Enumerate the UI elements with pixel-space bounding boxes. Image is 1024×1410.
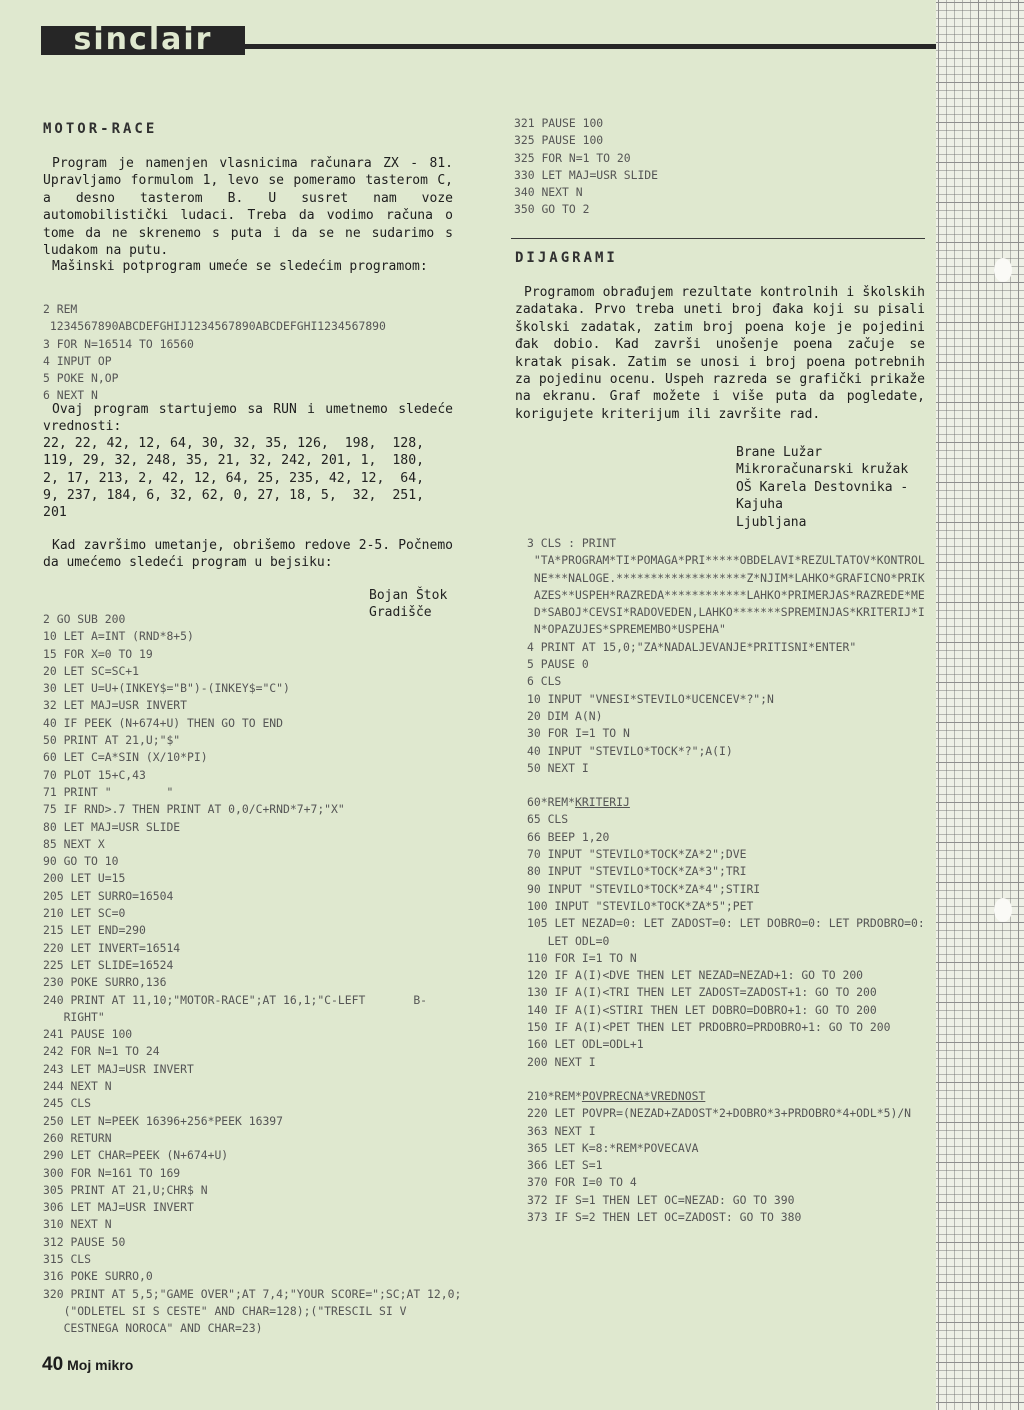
code-line: 306 LET MAJ=USR INVERT xyxy=(43,1200,194,1215)
code-line: 75 IF RND>.7 THEN PRINT AT 0,0/C+RND*7+7;"X" xyxy=(43,802,345,817)
code-line: 6 CLS xyxy=(527,674,562,689)
code-line: 340 NEXT N xyxy=(514,185,583,200)
code-line: 66 BEEP 1,20 xyxy=(527,829,610,844)
code-line: 50 PRINT AT 21,U;"$" xyxy=(43,733,181,748)
code-line: 330 LET MAJ=USR SLIDE xyxy=(514,167,659,182)
code-line: 10 INPUT "VNESI*STEVILO*UCENCEV*?";N xyxy=(527,691,774,706)
code-line: 70 PLOT 15+C,43 xyxy=(43,767,146,782)
code-line: 20 DIM A(N) xyxy=(527,708,603,723)
author-name: Bojan Štok xyxy=(369,588,448,603)
code-line: 325 PAUSE 100 xyxy=(514,133,604,148)
code-line: 215 LET END=290 xyxy=(43,923,146,938)
code-line: 220 LET POVPR=(NEZAD+ZADOST*2+DOBRO*3+PRDOBRO*4+ODL*5)/N xyxy=(527,1106,912,1121)
author-place: Gradišče xyxy=(369,605,432,621)
values-line: 119, 29, 32, 248, 35, 21, 32, 242, 201, 1, 180, xyxy=(43,453,425,469)
author-line: Mikroračunarski kružak xyxy=(736,462,909,478)
code-line: 40 IF PEEK (N+674+U) THEN GO TO END xyxy=(43,715,284,730)
code-line: 200 LET U=15 xyxy=(43,871,126,886)
code-line: 210 LET SC=0 xyxy=(43,906,126,921)
code-line: 4 PRINT AT 15,0;"ZA*NADALJEVANJE*PRITISNI*ENTER" xyxy=(527,639,857,654)
header-rule xyxy=(245,44,936,49)
page-number: 40 xyxy=(42,1354,64,1375)
code-line: 370 FOR I=0 TO 4 xyxy=(527,1175,637,1190)
code-line: 160 LET ODL=ODL+1 xyxy=(527,1037,644,1052)
code-line: 80 INPUT "STEVILO*TOCK*ZA*3";TRI xyxy=(527,864,747,879)
code-line: 2 REM xyxy=(43,302,78,316)
code-line: 15 FOR X=0 TO 19 xyxy=(43,646,153,661)
motor-race-intro: Program je namenjen vlasnicima računara ZX - 81. Upravljamo formulom 1, levo se pomeramo tasterom C, a desno tasterom B. U susret nam voze automobilistički ludaci. Treba da vodimo računa o tome da ne skrenemo s puta i da se ne sudarimo s ludakom na putu. xyxy=(43,156,453,259)
code-line: 373 IF S=2 THEN LET OC=ZADOST: GO TO 380 xyxy=(527,1209,802,1224)
binder-hole xyxy=(994,258,1012,282)
code-line: 316 POKE SURRO,0 xyxy=(43,1269,153,1284)
run-instructions: Ovaj program startujemo sa RUN i umetnemo sledeće vrednosti: xyxy=(43,402,453,435)
code-line: 244 NEXT N xyxy=(43,1079,112,1094)
code-line: 1234567890ABCDEFGHIJ1234567890ABCDEFGHI1234567890 xyxy=(43,319,386,334)
code-line: 350 GO TO 2 xyxy=(514,202,590,217)
code-line: 110 FOR I=1 TO N xyxy=(527,950,637,965)
code-line: 3 CLS : PRINT "TA*PROGRAM*TI*POMAGA*PRI*****OBDELAVI*REZULTATOV*KONTROLNE***NALOGE.*******************Z*NJIM*LAHKO*GRAFICNO*PRIKAZES**USPEH*RAZREDA************LAHKO*PRIMERJAS*RAZREDE*MED*SABOJ*CEVSI*RADOVEDEN,LAHKO*******SPREMINJAS*KRITERIJ*IN*OPAZUJES*SPREMEMBO*USPEHA" xyxy=(527,536,925,637)
code-line: 71 PRINT " " xyxy=(43,784,174,799)
code-line: 312 PAUSE 50 xyxy=(43,1234,126,1249)
code-line: 80 LET MAJ=USR SLIDE xyxy=(43,819,181,834)
code-line: 260 RETURN xyxy=(43,1130,112,1145)
code-line: 241 PAUSE 100 xyxy=(43,1027,133,1042)
author-line: OŠ Karela Destovnika - xyxy=(736,479,909,495)
loader-listing xyxy=(43,301,503,405)
code-line: 90 GO TO 10 xyxy=(43,854,119,869)
code-line: 320 PRINT AT 5,5;"GAME OVER";AT 7,4;"YOUR SCORE=";SC;AT 12,0;("ODLETEL SI S CESTE" AND CHAR=128);("TRESCIL SI V CESTNEGA NOROCA" AND CHAR=23) xyxy=(43,1286,462,1336)
code-line: 90 INPUT "STEVILO*TOCK*ZA*4";STIRI xyxy=(527,881,761,896)
code-line: 290 LET CHAR=PEEK (N+674+U) xyxy=(43,1148,229,1163)
code-line: 40 INPUT "STEVILO*TOCK*?";A(I) xyxy=(527,743,733,758)
code-line: 315 CLS xyxy=(43,1251,92,1266)
sinclair-logo: sinclair xyxy=(41,26,245,55)
code-line: 100 INPUT "STEVILO*TOCK*ZA*5";PET xyxy=(527,898,754,913)
code-line: 321 PAUSE 100 xyxy=(514,116,604,130)
code-line: 243 LET MAJ=USR INVERT xyxy=(43,1061,194,1076)
page-footer xyxy=(42,1354,133,1376)
author-line: Ljubljana xyxy=(736,514,807,530)
dijagrami-intro: Programom obrađujem rezultate kontrolnih i školskih zadataka. Prvo treba uneti broj đaka koji su pisali školski zadatak, zatim broj poena koje je pojedini đak dobio. Kad završi unošenje poena začuje se kratak pisak. Zatim se unosi i broj poena potrebnih za pojedinu ocenu. Uspeh razreda se grafički prikaže na ekranu. Graf možete i više puta da pogledate, korigujete kriterijum ili završite rad. xyxy=(515,285,925,422)
code-line: 250 LET N=PEEK 16396+256*PEEK 16397 xyxy=(43,1113,284,1128)
code-line-210: 210 *REM* POVPRECNA*VREDNOST xyxy=(527,1088,927,1105)
values-line: 9, 237, 184, 6, 32, 62, 0, 27, 18, 5, 32, 251, xyxy=(43,487,425,503)
code-line: 4 INPUT OP xyxy=(43,353,112,368)
code-line: 6 NEXT N xyxy=(43,388,98,403)
after-insert-text: Kad završimo umetanje, obrišemo redove 2-5. Počnemo da umećemo sledeći program u bejsiku: xyxy=(43,538,453,571)
code-line: 365 LET K=8:*REM*POVECAVA xyxy=(527,1140,699,1155)
code-line: 205 LET SURRO=16504 xyxy=(43,888,174,903)
graph-paper-edge xyxy=(936,0,1024,1410)
code-line: 200 NEXT I xyxy=(527,1054,596,1069)
dijagrami-author xyxy=(736,444,908,531)
code-line: 30 LET U=U+(INKEY$="B")-(INKEY$="C") xyxy=(43,681,290,696)
code-line: 105 LET NEZAD=0: LET ZADOST=0: LET DOBRO=0: LET PRDOBRO=0: LET ODL=0 xyxy=(527,916,932,948)
code-line: 225 LET SLIDE=16524 xyxy=(43,957,174,972)
code-line: 10 LET A=INT (RND*8+5) xyxy=(43,629,194,644)
binder-hole xyxy=(994,898,1012,922)
code-line: 70 INPUT "STEVILO*TOCK*ZA*2";DVE xyxy=(527,847,747,862)
code-line: 220 LET INVERT=16514 xyxy=(43,940,181,955)
code-line: 3 FOR N=16514 TO 16560 xyxy=(43,336,194,351)
code-line: 305 PRINT AT 21,U;CHR$ N xyxy=(43,1182,208,1197)
magazine-name: Moj mikro xyxy=(67,1357,134,1373)
code-line: 372 IF S=1 THEN LET OC=NEZAD: GO TO 390 xyxy=(527,1192,795,1207)
author-line: Brane Lužar xyxy=(736,445,823,460)
code-line: 300 FOR N=161 TO 169 xyxy=(43,1165,181,1180)
article-title-dijagrami: DIJAGRAMI xyxy=(515,250,618,266)
code-line-60: 60 *REM* KRITERIJ xyxy=(527,794,927,811)
code-line: 140 IF A(I)<STIRI THEN LET DOBRO=DOBRO+1: GO TO 200 xyxy=(527,1002,877,1017)
motor-race-listing xyxy=(43,611,463,1337)
code-line: 85 NEXT X xyxy=(43,836,105,851)
code-line: 65 CLS xyxy=(527,812,569,827)
povprecna-label: POVPRECNA*VREDNOST xyxy=(581,1088,706,1103)
code-line: 30 FOR I=1 TO N xyxy=(527,726,630,741)
kriterij-label: KRITERIJ xyxy=(575,795,630,810)
article-title-motor-race: MOTOR-RACE xyxy=(43,121,158,137)
motor-race-intro2: Mašinski potprogram umeće se sledećim programom: xyxy=(52,259,428,274)
code-line: 5 PAUSE 0 xyxy=(527,657,589,672)
code-line: 2 GO SUB 200 xyxy=(43,612,126,626)
values-line: 201 xyxy=(43,505,67,521)
values-line: 22, 22, 42, 12, 64, 30, 32, 35, 126, 198, 128, xyxy=(43,436,425,451)
code-line: 230 POKE SURRO,136 xyxy=(43,975,167,990)
dijagrami-listing xyxy=(527,535,932,1226)
code-line: 325 FOR N=1 TO 20 xyxy=(514,150,631,165)
code-line: 130 IF A(I)<TRI THEN LET ZADOST=ZADOST+1: GO TO 200 xyxy=(527,985,877,1000)
machine-code-values xyxy=(43,435,424,521)
code-line: 245 CLS xyxy=(43,1096,92,1111)
column-rule xyxy=(511,238,925,239)
code-line: 242 FOR N=1 TO 24 xyxy=(43,1044,160,1059)
values-line: 2, 17, 213, 2, 42, 12, 64, 25, 235, 42, 12, 64, xyxy=(43,470,425,486)
code-line: 60 LET C=A*SIN (X/10*PI) xyxy=(43,750,208,765)
code-line: 366 LET S=1 xyxy=(527,1158,603,1173)
code-line: 50 NEXT I xyxy=(527,760,589,775)
code-line: 120 IF A(I)<DVE THEN LET NEZAD=NEZAD+1: GO TO 200 xyxy=(527,968,864,983)
code-line: 150 IF A(I)<PET THEN LET PRDOBRO=PRDOBRO+1: GO TO 200 xyxy=(527,1020,891,1035)
code-line: 363 NEXT I xyxy=(527,1123,596,1138)
code-line: 310 NEXT N xyxy=(43,1217,112,1232)
code-line: 5 POKE N,OP xyxy=(43,371,119,386)
author-line: Kajuha xyxy=(736,497,783,513)
code-line: 240 PRINT AT 11,10;"MOTOR-RACE";AT 16,1;"C-LEFT B-RIGHT" xyxy=(43,992,428,1024)
code-line: 32 LET MAJ=USR INVERT xyxy=(43,698,188,713)
code-line: 20 LET SC=SC+1 xyxy=(43,663,140,678)
motor-race-listing-end xyxy=(514,115,926,219)
